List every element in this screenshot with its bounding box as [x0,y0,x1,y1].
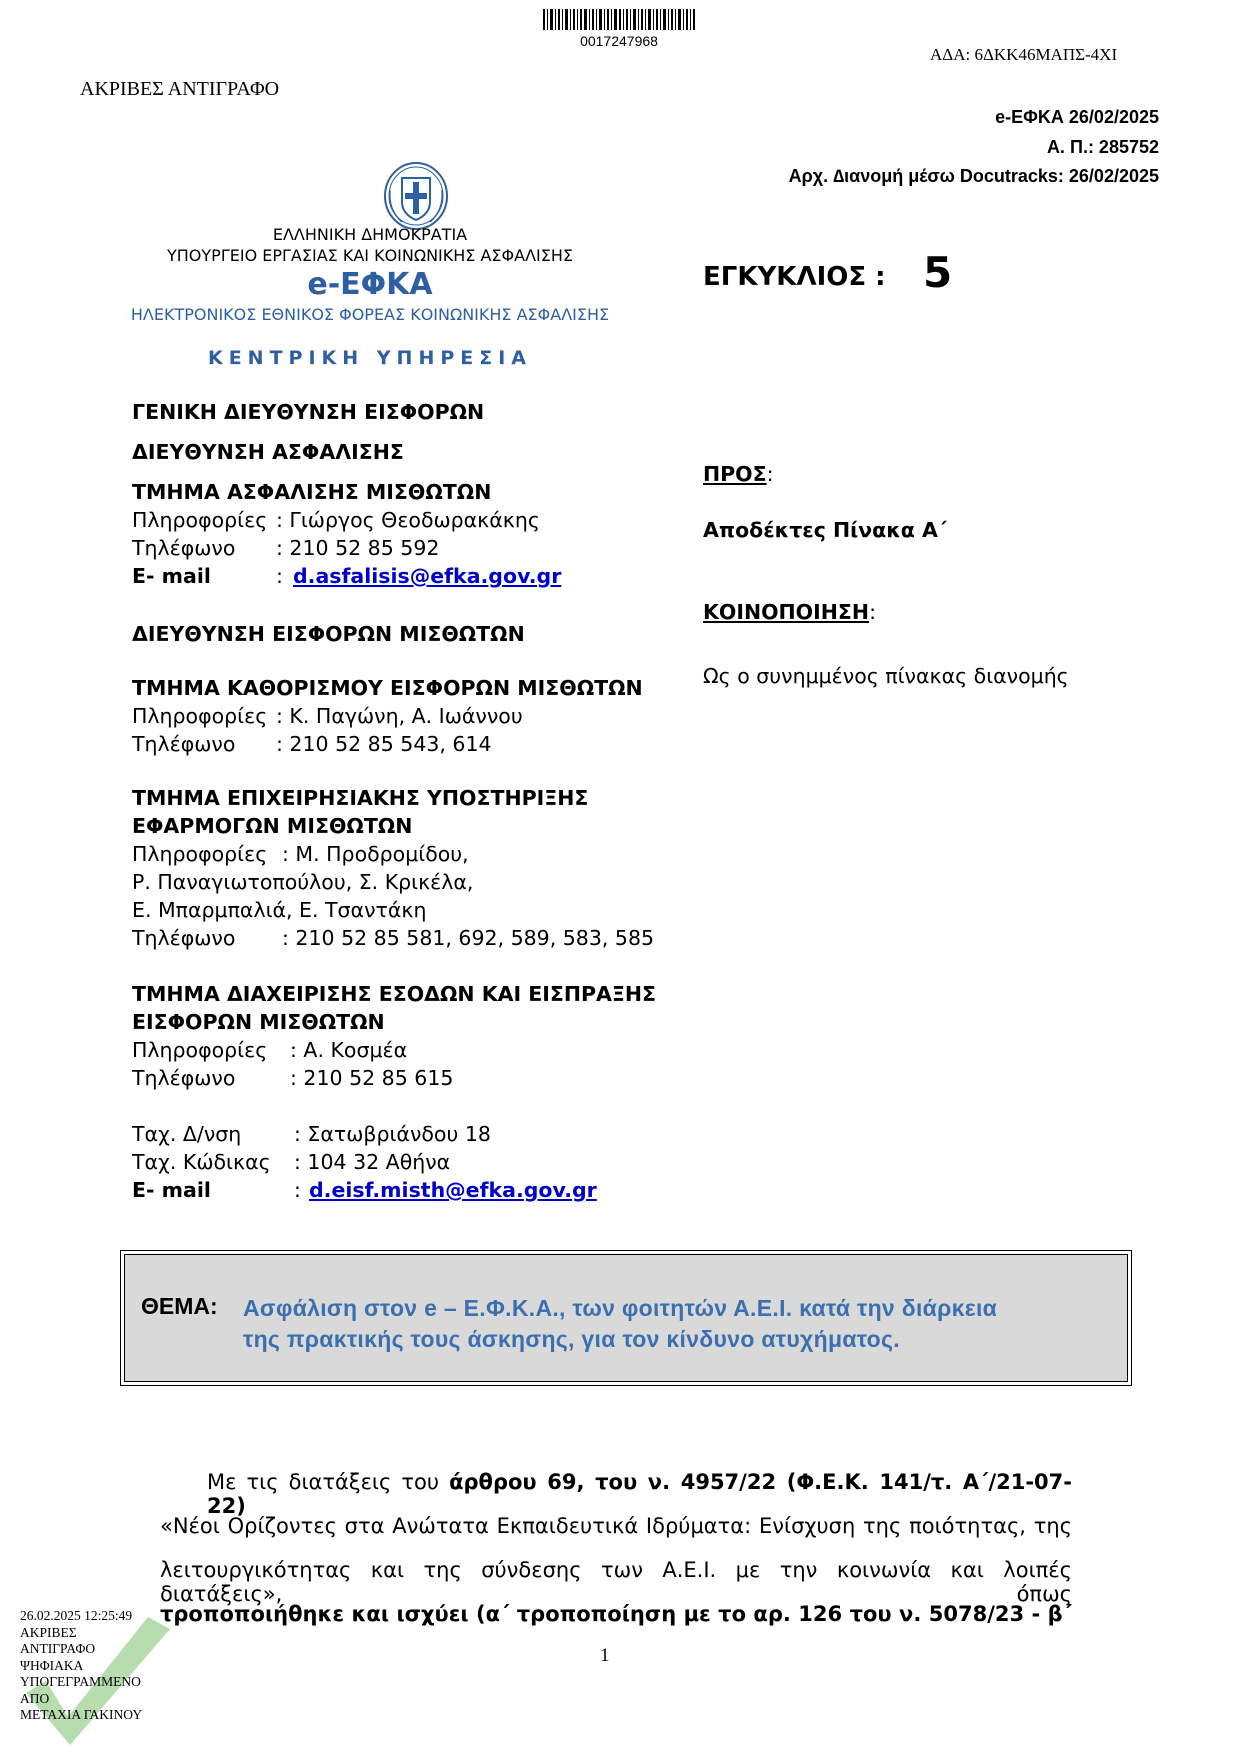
body-line-1 [207,1470,1072,1518]
subject-text [243,1293,1123,1355]
central-service: ΚΕΝΤΡΙΚΗ ΥΠΗΡΕΣΙΑ [207,347,533,369]
dept4-phone-value: : 210 52 85 615 [290,1066,454,1090]
dept2-info-value: : Κ. Παγώνη, Α. Ιωάννου [276,704,523,728]
to-label [703,462,774,486]
address-zip-value: : 104 32 Αθήνα [294,1150,451,1174]
dept1-phone-label: Τηλέφωνο [132,536,236,560]
subject-box-inner [124,1254,1128,1382]
dept1-phone-value: : 210 52 85 592 [276,536,440,560]
subject-box [120,1250,1132,1386]
to-value: Αποδέκτες Πίνακα Α΄ [703,518,947,542]
body-p1-start: Με τις διατάξεις του [207,1470,450,1494]
efka-full-name: ΗΛΕΚΤΡΟΝΙΚΟΣ ΕΘΝΙΚΟΣ ΦΟΡΕΑΣ ΚΟΙΝΩΝΙΚΗΣ ΑΣΦΑΛΙΣΗΣ [130,305,610,324]
dept4-info-label: Πληροφορίες [132,1038,268,1062]
page-number: 1 [600,1645,610,1666]
dept1-title: ΤΜΗΜΑ ΑΣΦΑΛΙΣΗΣ ΜΙΣΘΩΤΩΝ [132,480,492,504]
dept3-info-value: : Μ. Προδρομίδου, [282,842,469,866]
stamp-time: 26.02.2025 12:25:49 [20,1608,133,1623]
dept4-phone-label: Τηλέφωνο [132,1066,236,1090]
body-line-2: «Νέοι Ορίζοντες στα Ανώτατα Εκπαιδευτικά Ιδρύματα: Ενίσχυση της ποιότητας, της [160,1514,1072,1538]
greek-coat-of-arms-icon [382,160,450,232]
gov-ministry-line: ΥΠΟΥΡΓΕΙΟ ΕΡΓΑΣΙΑΣ ΚΑΙ ΚΟΙΝΩΝΙΚΗΣ ΑΣΦΑΛΙΣΗΣ [167,246,573,265]
cc-label-colon: : [869,600,876,624]
stamp-line-3: ΨΗΦΙΑΚΑ [20,1657,84,1673]
dept2-phone-label: Τηλέφωνο [132,732,236,756]
insurance-directorate: ΔΙΕΥΘΥΝΣΗ ΑΣΦΑΛΙΣΗΣ [132,440,404,464]
subject-line-2: της πρακτικής τους άσκησης, για τον κίνδυνο ατυχήματος. [243,1326,900,1352]
to-label-text: ΠΡΟΣ [703,462,767,486]
cc-value: Ως ο συνημμένος πίνακας διανομής [703,664,1069,688]
address-email-label: E- mail [132,1178,211,1202]
dept3-title-line1: ΤΜΗΜΑ ΕΠΙΧΕΙΡΗΣΙΑΚΗΣ ΥΠΟΣΤΗΡΙΞΗΣ [132,786,589,810]
address-zip-label: Ταχ. Κώδικας [132,1150,271,1174]
to-label-colon: : [766,462,774,486]
circular-label: ΕΓΚΥΚΛΙΟΣ : [703,262,886,292]
dept4-info-value: : Α. Κοσμέα [290,1038,408,1062]
efka-date: e-ΕΦΚΑ 26/02/2025 [995,107,1159,127]
address-email-link[interactable]: d.eisf.misth@efka.gov.gr [309,1178,597,1202]
contrib-directorate: ΔΙΕΥΘΥΝΣΗ ΕΙΣΦΟΡΩΝ ΜΙΣΘΩΤΩΝ [132,622,525,646]
body-p1-bold: άρθρου 69, του ν. 4957/22 (Φ.Ε.Κ. 141/τ. Α΄/21-07-22) [207,1470,1072,1518]
body-line-4: τροποποιήθηκε και ισχύει (α΄ τροποποίηση με το αρ. 126 του ν. 5078/23 - β΄ [160,1602,1072,1626]
dept4-title-line1: ΤΜΗΜΑ ΔΙΑΧΕΙΡΙΣΗΣ ΕΣΟΔΩΝ ΚΑΙ ΕΙΣΠΡΑΞΗΣ [132,982,657,1006]
cc-label [703,600,876,624]
dept2-phone-value: : 210 52 85 543, 614 [276,732,492,756]
dept1-email-link[interactable]: d.asfalisis@efka.gov.gr [293,564,562,588]
dept1-info-label: Πληροφορίες [132,508,268,532]
distribution-date: Αρχ. ∆ιανομή μέσω Docutracks: 26/02/2025 [788,166,1159,186]
barcode-number: 0017247968 [580,33,658,49]
stamp-line-6: ΜΕΤΑΧΙΑ ΓΑΚΙΝΟΥ [20,1707,143,1722]
subject-line-1: Ασφάλιση στον e – Ε.Φ.Κ.Α., των φοιτητών Α.Ε.Ι. κατά την διάρκεια [243,1295,998,1321]
dept1-email-colon: : [276,564,283,588]
body-line-3: λειτουργικότητας και της σύνδεσης των Α.Ε.Ι. με την κοινωνία και λοιπές διατάξεις», όπως [160,1558,1072,1606]
dept3-title-line2: ΕΦΑΡΜΟΓΩΝ ΜΙΣΘΩΤΩΝ [132,814,413,838]
dept3-phone-value: : 210 52 85 581, 692, 589, 583, 585 [282,926,655,950]
dept3-phone-label: Τηλέφωνο [132,926,236,950]
gov-republic-line: ΕΛΛΗΝΙΚΗ ΔΗΜΟΚΡΑΤΙΑ [272,225,468,244]
dept3-info-line3: Ε. Μπαρμπαλιά, Ε. Τσαντάκη [132,898,427,922]
stamp-line-4: ΥΠΟΓΕΓΡΑΜΜΕΝΟ [20,1674,141,1689]
dept2-title: ΤΜΗΜΑ ΚΑΘΟΡΙΣΜΟΥ ΕΙΣΦΟΡΩΝ ΜΙΣΘΩΤΩΝ [132,676,643,700]
circular-number: 5 [923,248,953,297]
cc-label-text: ΚΟΙΝΟΠΟΙΗΣΗ [703,600,870,624]
stamp-line-5: ΑΠΟ [20,1690,50,1706]
general-directorate: ΓΕΝΙΚΗ ΔΙΕΥΘΥΝΣΗ ΕΙΣΦΟΡΩΝ [132,400,485,424]
protocol-number: Α. Π.: 285752 [1046,137,1159,157]
dept2-info-label: Πληροφορίες [132,704,268,728]
dept1-email-label: E- mail [132,564,211,588]
dept3-info-line2: Ρ. Παναγιωτοπούλου, Σ. Κρικέλα, [132,870,474,894]
stamp-line-1: ΑΚΡΙΒΕΣ [20,1624,77,1640]
address-email-colon: : [294,1178,301,1202]
dept4-title-line2: ΕΙΣΦΟΡΩΝ ΜΙΣΘΩΤΩΝ [132,1010,385,1034]
stamp-line-2: ΑΝΤΙΓΡΑΦΟ [20,1641,96,1656]
address-street-label: Ταχ. Δ/νση [132,1122,242,1146]
barcode-icon [543,9,695,30]
ada-code: ΑΔΑ: 6ΔΚΚ46ΜΑΠΣ-4ΧΙ [930,45,1118,64]
signature-stamp-text [20,1608,142,1724]
dept1-info-value: : Γιώργος Θεοδωρακάκης [276,508,540,532]
address-street-value: : Σατωβριάνδου 18 [294,1122,491,1146]
dept3-info-label: Πληροφορίες [132,842,268,866]
subject-label: ΘΕΜΑ: [141,1293,218,1319]
exact-copy-label: ΑΚΡΙΒΕΣ ΑΝΤΙΓΡΑΦΟ [80,78,280,100]
efka-logo-text: e-ΕΦΚΑ [307,267,433,302]
